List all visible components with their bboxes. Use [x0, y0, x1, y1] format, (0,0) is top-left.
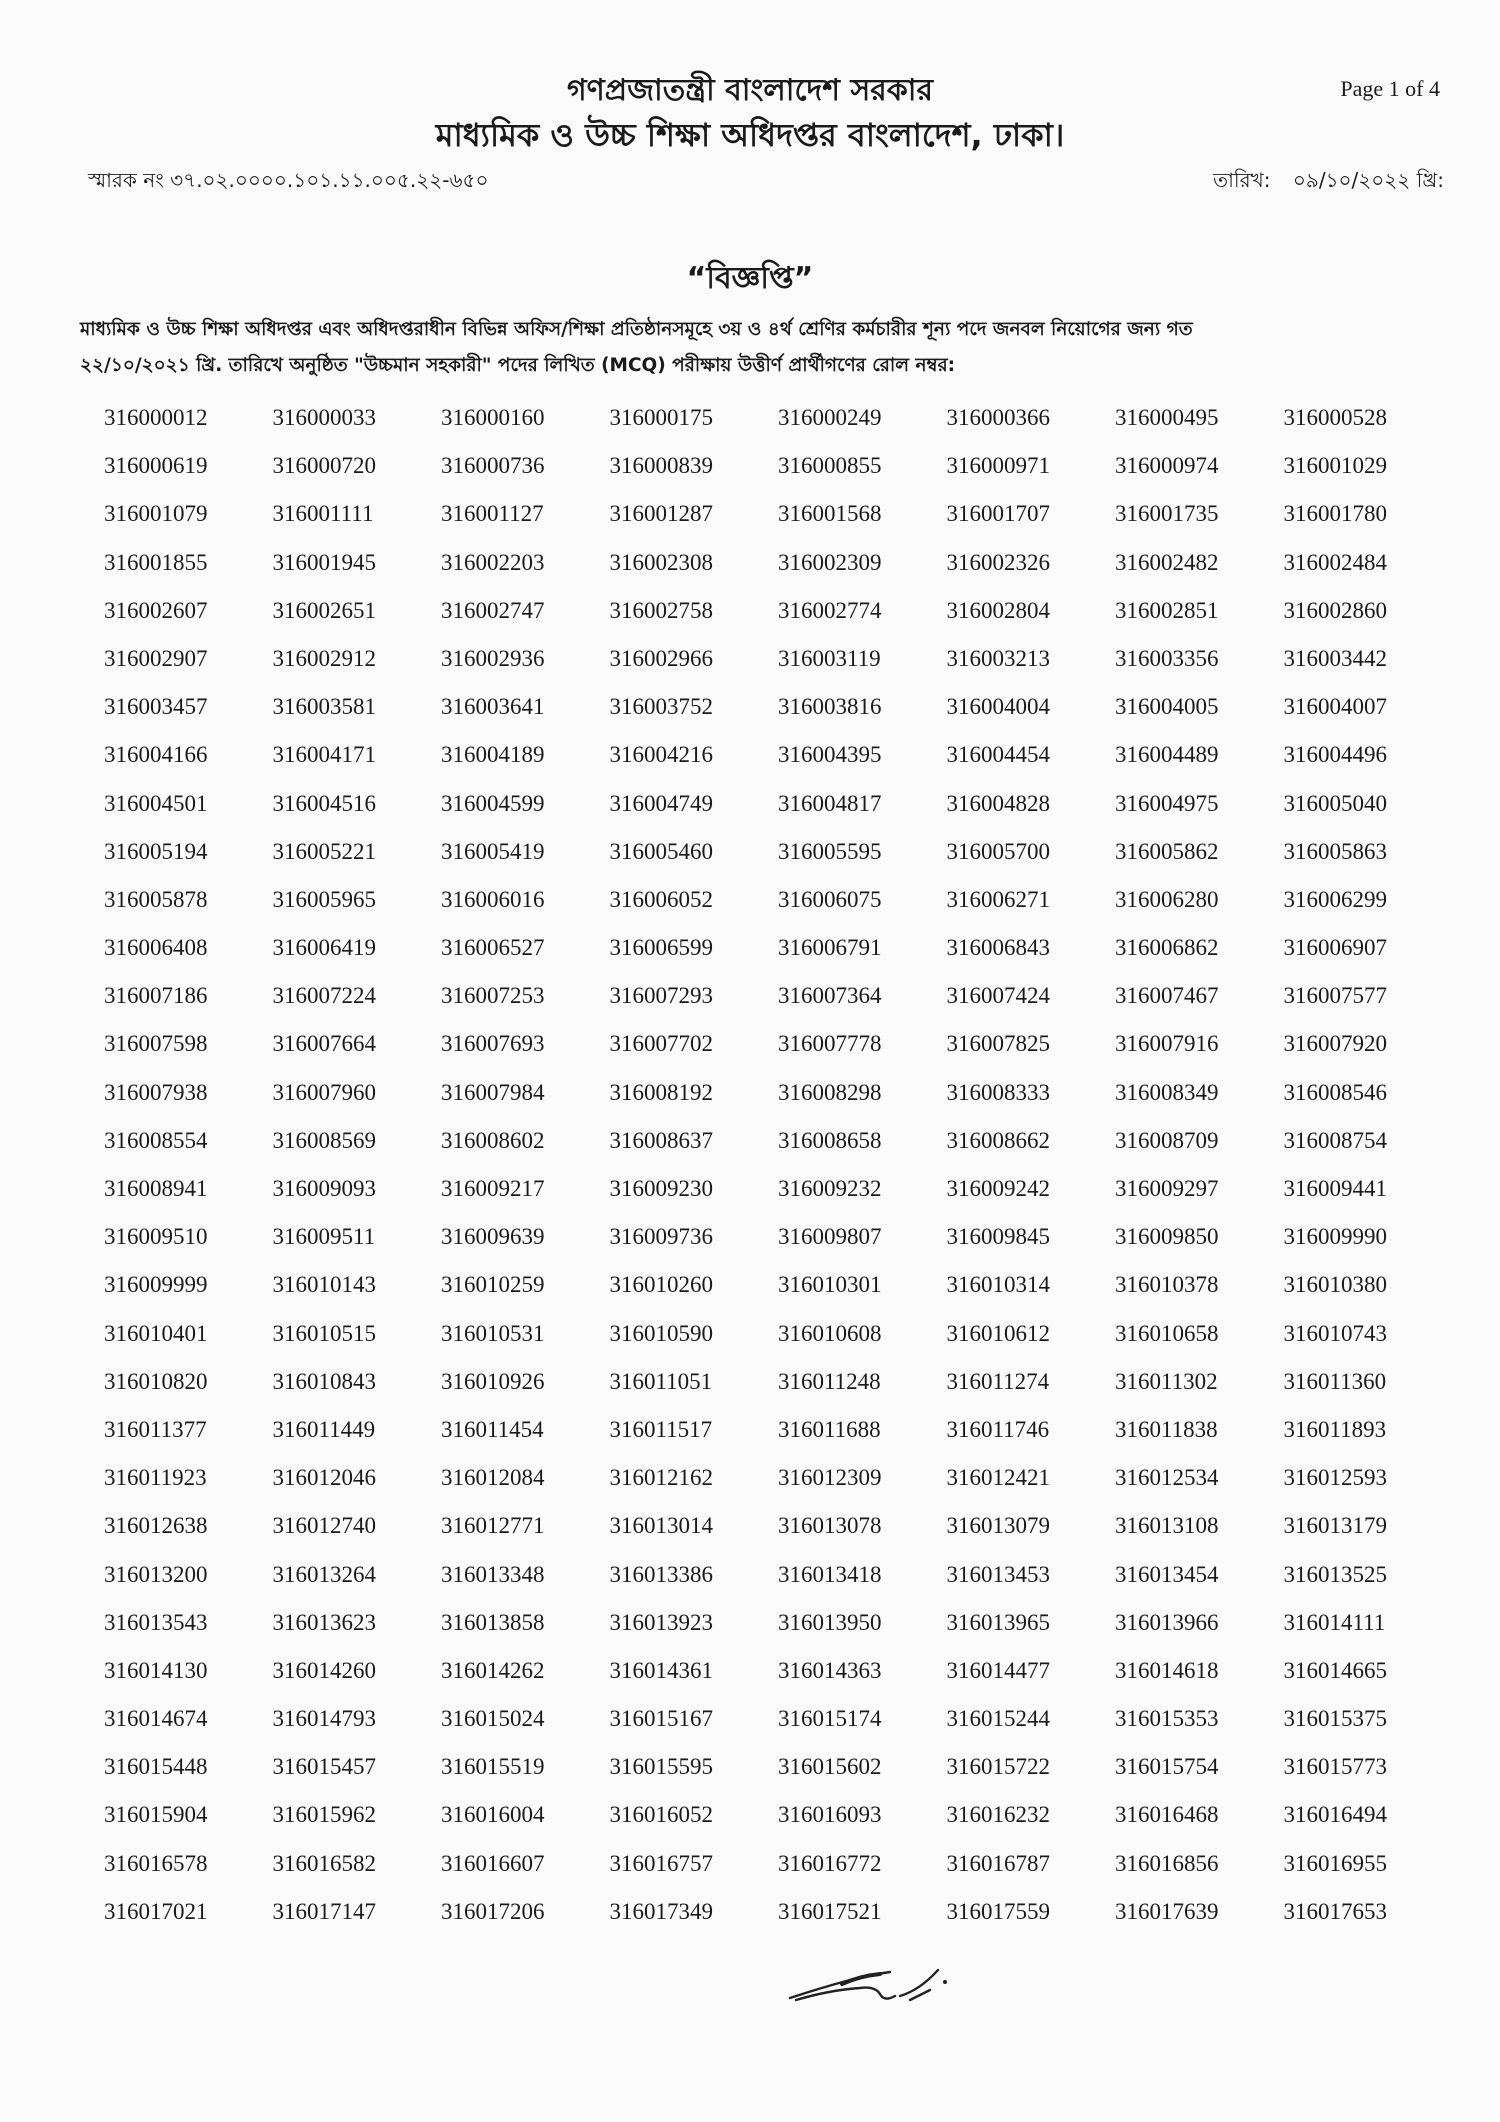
roll-number-cell: 316012421 — [946, 1465, 1050, 1491]
roll-number-cell: 316003752 — [609, 694, 713, 720]
roll-number-cell: 316010843 — [272, 1368, 376, 1394]
roll-number-cell: 316008709 — [1115, 1127, 1219, 1153]
date-block — [1213, 166, 1444, 199]
roll-number-cell: 316011746 — [946, 1416, 1050, 1442]
roll-number-cell: 316004975 — [1115, 790, 1219, 816]
roll-number-cell: 316007984 — [441, 1079, 545, 1105]
roll-number-cell: 316013966 — [1115, 1609, 1219, 1635]
roll-number-cell: 316007577 — [1283, 983, 1387, 1009]
roll-number-cell: 316000839 — [609, 453, 713, 479]
roll-number-cell: 316017639 — [1115, 1898, 1219, 1924]
roll-number-cell: 316005221 — [272, 838, 376, 864]
roll-number-cell: 316004749 — [609, 790, 713, 816]
notice-intro — [80, 312, 1450, 384]
roll-number-cell: 316012046 — [272, 1465, 376, 1491]
roll-number-cell: 316013453 — [946, 1561, 1050, 1587]
roll-number-cell: 316010314 — [946, 1272, 1050, 1298]
roll-number-cell: 316002907 — [104, 645, 208, 671]
roll-number-cell: 316000971 — [946, 453, 1050, 479]
roll-number-cell: 316016093 — [778, 1802, 882, 1828]
roll-number-cell: 316013923 — [609, 1609, 713, 1635]
roll-number-cell: 316016004 — [441, 1802, 545, 1828]
roll-number-cell: 316008554 — [104, 1127, 208, 1153]
roll-number-cell: 316015602 — [778, 1754, 882, 1780]
roll-number-cell: 316004005 — [1115, 694, 1219, 720]
roll-number-cell: 316004828 — [946, 790, 1050, 816]
roll-number-cell: 316004189 — [441, 742, 545, 768]
roll-number-cell: 316002482 — [1115, 549, 1219, 575]
roll-number-cell: 316013078 — [778, 1513, 882, 1539]
roll-number-cell: 316002326 — [946, 549, 1050, 575]
roll-number-cell: 316006016 — [441, 886, 545, 912]
roll-number-cell: 316007224 — [272, 983, 376, 1009]
roll-number-cell: 316013348 — [441, 1561, 545, 1587]
roll-number-cell: 316015722 — [946, 1754, 1050, 1780]
roll-number-cell: 316001127 — [441, 501, 544, 527]
roll-number-cell: 316012593 — [1283, 1465, 1387, 1491]
roll-number-cell: 316015167 — [609, 1706, 713, 1732]
roll-number-cell: 316004489 — [1115, 742, 1219, 768]
roll-number-cell: 316001079 — [104, 501, 208, 527]
roll-number-cell: 316006408 — [104, 935, 208, 961]
roll-number-cell: 316001568 — [778, 501, 882, 527]
roll-number-cell: 316010531 — [441, 1320, 545, 1346]
roll-number-cell: 316016955 — [1283, 1850, 1387, 1876]
roll-number-cell: 316014361 — [609, 1657, 713, 1683]
roll-number-cell: 316005595 — [778, 838, 882, 864]
roll-number-cell: 316015519 — [441, 1754, 545, 1780]
roll-number-cell: 316011923 — [104, 1465, 207, 1491]
roll-number-cell: 316006599 — [609, 935, 713, 961]
roll-number-cell: 316011893 — [1283, 1416, 1387, 1442]
roll-number-cell: 316007916 — [1115, 1031, 1219, 1057]
roll-number-cell: 316007664 — [272, 1031, 376, 1057]
roll-number-cell: 316005419 — [441, 838, 545, 864]
roll-number-cell: 316015754 — [1115, 1754, 1219, 1780]
roll-number-cell: 316016757 — [609, 1850, 713, 1876]
roll-number-cell: 316008754 — [1283, 1127, 1387, 1153]
roll-number-cell: 316001855 — [104, 549, 208, 575]
roll-number-cell: 316001029 — [1283, 453, 1387, 479]
roll-number-cell: 316008546 — [1283, 1079, 1387, 1105]
notice-title: “বিজ্ঞপ্তি” — [686, 261, 814, 296]
roll-number-cell: 316014111 — [1283, 1609, 1386, 1635]
roll-number-cell: 316004395 — [778, 742, 882, 768]
roll-number-cell: 316002758 — [609, 597, 713, 623]
roll-number-cell: 316016582 — [272, 1850, 376, 1876]
roll-number-cell: 316015375 — [1283, 1706, 1387, 1732]
roll-number-cell: 316000366 — [946, 405, 1050, 430]
roll-number-cell: 316004004 — [946, 694, 1050, 720]
roll-number-cell: 316014674 — [104, 1706, 208, 1732]
roll-number-cell: 316000249 — [778, 405, 882, 430]
roll-number-cell: 316010143 — [272, 1272, 376, 1298]
roll-number-cell: 316014363 — [778, 1657, 882, 1683]
roll-number-cell: 316003442 — [1283, 645, 1387, 671]
roll-number-cell: 316017559 — [946, 1898, 1050, 1924]
roll-number-cell: 316002774 — [778, 597, 882, 623]
roll-number-cell: 316010260 — [609, 1272, 713, 1298]
roll-number-cell: 316014793 — [272, 1706, 376, 1732]
roll-number-cell: 316013623 — [272, 1609, 376, 1635]
roll-number-cell: 316005700 — [946, 838, 1050, 864]
roll-number-cell: 316005965 — [272, 886, 376, 912]
roll-number-cell: 316007598 — [104, 1031, 208, 1057]
roll-number-cell: 316017349 — [609, 1898, 713, 1924]
roll-number-cell: 316000855 — [778, 453, 882, 479]
roll-number-cell: 316009230 — [609, 1176, 713, 1201]
roll-number-cell: 316005862 — [1115, 838, 1219, 864]
roll-number-cell: 316002308 — [609, 549, 713, 575]
roll-number-cell: 316004216 — [609, 742, 713, 768]
roll-number-cell: 316000736 — [441, 453, 545, 479]
roll-number-cell: 316013454 — [1115, 1561, 1219, 1587]
roll-number-cell: 316001780 — [1283, 501, 1387, 527]
department-title: মাধ্যমিক ও উচ্চ শিক্ষা অধিদপ্তর বাংলাদেশ, ঢাকা। — [435, 116, 1065, 154]
roll-number-cell: 316013079 — [946, 1513, 1050, 1539]
roll-number-cell: 316011360 — [1283, 1368, 1387, 1394]
roll-number-cell: 316012162 — [609, 1465, 713, 1491]
roll-number-cell: 316009441 — [1283, 1176, 1387, 1201]
roll-number-cell: 316004007 — [1283, 694, 1387, 720]
roll-number-cell: 316000012 — [104, 405, 208, 430]
intro-line-2: ২২/১০/২০২১ খ্রি. তারিখে অনুষ্ঠিত "উচ্চমান সহকারী" পদের লিখিত (MCQ) পরীক্ষায় উত্তীর্ণ প্রার্থীগণের রোল নম্বর: — [80, 355, 956, 376]
roll-number-cell: 316009232 — [778, 1176, 882, 1201]
roll-number-cell: 316012309 — [778, 1465, 882, 1491]
roll-number-cell: 316016232 — [946, 1802, 1050, 1828]
roll-number-cell: 316009999 — [104, 1272, 208, 1298]
roll-number-cell: 316010612 — [946, 1320, 1050, 1346]
roll-number-cell: 316016052 — [609, 1802, 713, 1828]
roll-number-cell: 316016607 — [441, 1850, 545, 1876]
roll-number-cell: 316010301 — [778, 1272, 882, 1298]
roll-number-cell: 316009510 — [104, 1224, 208, 1250]
roll-number-cell: 316007693 — [441, 1031, 545, 1057]
roll-number-cell: 316011248 — [778, 1368, 881, 1394]
roll-number-cell: 316000175 — [609, 405, 713, 430]
roll-number-cell: 316011302 — [1115, 1368, 1218, 1394]
roll-number-cell: 316014262 — [441, 1657, 545, 1683]
roll-number-cell: 316013200 — [104, 1561, 208, 1587]
roll-number-cell: 316013108 — [1115, 1513, 1219, 1539]
roll-number-cell: 316007467 — [1115, 983, 1219, 1009]
roll-number-cell: 316004817 — [778, 790, 882, 816]
roll-number-cell: 316010401 — [104, 1320, 208, 1346]
roll-number-cell: 316010380 — [1283, 1272, 1387, 1298]
roll-number-cell: 316014477 — [946, 1657, 1050, 1683]
roll-number-cell: 316008662 — [946, 1127, 1050, 1153]
roll-number-cell: 316012638 — [104, 1513, 208, 1539]
roll-number-cell: 316013264 — [272, 1561, 376, 1587]
roll-number-cell: 316012771 — [441, 1513, 545, 1539]
roll-number-cell: 316004166 — [104, 742, 208, 768]
roll-number-cell: 316015595 — [609, 1754, 713, 1780]
roll-number-cell: 316017521 — [778, 1898, 882, 1924]
roll-number-cell: 316002484 — [1283, 549, 1387, 575]
roll-number-cell: 316005040 — [1283, 790, 1387, 816]
roll-number-cell: 316002860 — [1283, 597, 1387, 623]
intro-line-1: মাধ্যমিক ও উচ্চ শিক্ষা অধিদপ্তর এবং অধিদপ্তরাধীন বিভিন্ন অফিস/শিক্ষা প্রতিষ্ঠানসমূহে ৩য় ও ৪র্থ শ্রেণির কর্মচারীর শূন্য পদে জনবল নিয়োগের জন্য গত — [80, 319, 1193, 340]
roll-number-cell: 316016772 — [778, 1850, 882, 1876]
roll-number-cell: 316003457 — [104, 694, 208, 720]
roll-number-cell: 316007920 — [1283, 1031, 1387, 1057]
roll-number-cell: 316015962 — [272, 1802, 376, 1828]
roll-number-cell: 316000974 — [1115, 453, 1219, 479]
roll-number-cell: 316002309 — [778, 549, 882, 575]
roll-number-cell: 316016787 — [946, 1850, 1050, 1876]
roll-number-cell: 316002607 — [104, 597, 208, 623]
roll-number-cell: 316000033 — [272, 405, 376, 430]
roll-number-cell: 316013014 — [609, 1513, 713, 1539]
roll-number-cell: 316009639 — [441, 1224, 545, 1250]
roll-number-cell: 316006907 — [1283, 935, 1387, 961]
roll-number-grid — [104, 403, 1452, 1945]
roll-number-cell: 316013950 — [778, 1609, 882, 1635]
roll-number-cell: 316006052 — [609, 886, 713, 912]
roll-number-cell: 316007424 — [946, 983, 1050, 1009]
roll-number-cell: 316008941 — [104, 1176, 208, 1201]
roll-number-cell: 316007778 — [778, 1031, 882, 1057]
roll-number-cell: 316008333 — [946, 1079, 1050, 1105]
roll-number-cell: 316014260 — [272, 1657, 376, 1683]
roll-number-cell: 316009297 — [1115, 1176, 1219, 1201]
roll-number-cell: 316015457 — [272, 1754, 376, 1780]
roll-number-cell: 316009511 — [272, 1224, 376, 1250]
date-value: ০৯/১০/২০২২ খ্রি: — [1292, 168, 1444, 192]
roll-number-cell: 316013858 — [441, 1609, 545, 1635]
roll-number-cell: 316001111 — [272, 501, 374, 527]
roll-number-cell: 316003641 — [441, 694, 545, 720]
roll-number-cell: 316000528 — [1283, 405, 1387, 430]
roll-number-cell: 316005878 — [104, 886, 208, 912]
roll-number-cell: 316011449 — [272, 1416, 376, 1442]
roll-number-cell: 316006280 — [1115, 886, 1219, 912]
government-title: গণপ্রজাতন্ত্রী বাংলাদেশ সরকার — [567, 73, 933, 108]
roll-number-cell: 316000720 — [272, 453, 376, 479]
roll-number-cell: 316004516 — [272, 790, 376, 816]
roll-number-cell: 316015448 — [104, 1754, 208, 1780]
roll-number-cell: 316009736 — [609, 1224, 713, 1250]
roll-number-cell: 316002936 — [441, 645, 545, 671]
roll-number-cell: 316008602 — [441, 1127, 545, 1153]
roll-number-cell: 316001735 — [1115, 501, 1219, 527]
roll-number-cell: 316003581 — [272, 694, 376, 720]
roll-number-cell: 316011688 — [778, 1416, 881, 1442]
roll-number-cell: 316010515 — [272, 1320, 376, 1346]
roll-number-cell: 316007364 — [778, 983, 882, 1009]
roll-number-cell: 316002747 — [441, 597, 545, 623]
roll-number-cell: 316016578 — [104, 1850, 208, 1876]
roll-number-cell: 316005194 — [104, 838, 208, 864]
roll-number-cell: 316014665 — [1283, 1657, 1387, 1683]
roll-number-cell: 316000160 — [441, 405, 545, 430]
roll-number-cell: 316001287 — [609, 501, 713, 527]
roll-number-cell: 316006791 — [778, 935, 882, 961]
roll-number-cell: 316009845 — [946, 1224, 1050, 1250]
roll-number-cell: 316012740 — [272, 1513, 376, 1539]
memo-number: স্মারক নং ৩৭.০২.০০০০.১০১.১১.০০৫.২২-৬৫০ — [88, 168, 489, 192]
roll-number-cell: 316010743 — [1283, 1320, 1387, 1346]
roll-number-cell: 316004454 — [946, 742, 1050, 768]
roll-number-cell: 316017206 — [441, 1898, 545, 1924]
roll-number-cell: 316003816 — [778, 694, 882, 720]
roll-number-cell: 316010590 — [609, 1320, 713, 1346]
roll-number-cell: 316009242 — [946, 1176, 1050, 1201]
roll-number-cell: 316012534 — [1115, 1465, 1219, 1491]
roll-number-cell: 316001945 — [272, 549, 376, 575]
roll-number-cell: 316003213 — [946, 645, 1050, 671]
roll-number-cell: 316000619 — [104, 453, 208, 479]
date-label: তারিখ: — [1213, 168, 1271, 192]
roll-number-cell: 316016856 — [1115, 1850, 1219, 1876]
roll-number-cell: 316008569 — [272, 1127, 376, 1153]
roll-number-cell: 316009217 — [441, 1176, 545, 1201]
roll-number-cell: 316008192 — [609, 1079, 713, 1105]
roll-number-cell: 316002851 — [1115, 597, 1219, 623]
roll-number-cell: 316002203 — [441, 549, 545, 575]
roll-number-cell: 316002804 — [946, 597, 1050, 623]
roll-number-cell: 316000495 — [1115, 405, 1219, 430]
roll-number-cell: 316012084 — [441, 1465, 545, 1491]
roll-number-cell: 316013543 — [104, 1609, 208, 1635]
roll-number-cell: 316008349 — [1115, 1079, 1219, 1105]
roll-number-cell: 316007960 — [272, 1079, 376, 1105]
roll-number-cell: 316011517 — [609, 1416, 713, 1442]
roll-number-cell: 316013386 — [609, 1561, 713, 1587]
roll-number-cell: 316007825 — [946, 1031, 1050, 1057]
roll-number-cell: 316004501 — [104, 790, 208, 816]
roll-number-cell: 316007702 — [609, 1031, 713, 1057]
roll-number-cell: 316015353 — [1115, 1706, 1219, 1732]
roll-number-cell: 316008658 — [778, 1127, 882, 1153]
roll-number-cell: 316011454 — [441, 1416, 544, 1442]
roll-number-cell: 316016468 — [1115, 1802, 1219, 1828]
roll-number-cell: 316001707 — [946, 501, 1050, 527]
roll-number-cell: 316014618 — [1115, 1657, 1219, 1683]
roll-number-cell: 316006075 — [778, 886, 882, 912]
roll-number-cell: 316006271 — [946, 886, 1050, 912]
roll-number-cell: 316002966 — [609, 645, 713, 671]
roll-number-cell: 316004496 — [1283, 742, 1387, 768]
roll-number-cell: 316008298 — [778, 1079, 882, 1105]
roll-number-cell: 316004599 — [441, 790, 545, 816]
roll-number-cell: 316005460 — [609, 838, 713, 864]
roll-number-cell: 316007293 — [609, 983, 713, 1009]
roll-number-cell: 316002651 — [272, 597, 376, 623]
roll-number-cell: 316008637 — [609, 1127, 713, 1153]
roll-number-cell: 316010259 — [441, 1272, 545, 1298]
roll-number-cell: 316002912 — [272, 645, 376, 671]
roll-number-cell: 316013179 — [1283, 1513, 1387, 1539]
roll-number-cell: 316011838 — [1115, 1416, 1218, 1442]
roll-number-cell: 316007186 — [104, 983, 208, 1009]
roll-number-cell: 316015773 — [1283, 1754, 1387, 1780]
roll-number-cell: 316006419 — [272, 935, 376, 961]
roll-number-cell: 316013418 — [778, 1561, 882, 1587]
roll-number-cell: 316004171 — [272, 742, 376, 768]
roll-number-cell: 316017653 — [1283, 1898, 1387, 1924]
roll-number-cell: 316006843 — [946, 935, 1050, 961]
roll-number-cell: 316015174 — [778, 1706, 882, 1732]
roll-number-cell: 316006527 — [441, 935, 545, 961]
roll-number-cell: 316009807 — [778, 1224, 882, 1250]
roll-number-cell: 316003356 — [1115, 645, 1219, 671]
roll-number-cell: 316010926 — [441, 1368, 545, 1394]
roll-number-cell: 316011051 — [609, 1368, 713, 1394]
roll-number-cell: 316006299 — [1283, 886, 1387, 912]
roll-number-cell: 316015244 — [946, 1706, 1050, 1732]
roll-number-cell: 316007938 — [104, 1079, 208, 1105]
roll-number-cell: 316014130 — [104, 1657, 208, 1683]
roll-number-cell: 316011274 — [946, 1368, 1050, 1394]
roll-number-cell: 316013965 — [946, 1609, 1050, 1635]
roll-number-cell: 316005863 — [1283, 838, 1387, 864]
roll-number-cell: 316003119 — [778, 645, 881, 671]
roll-number-cell: 316011377 — [104, 1416, 207, 1442]
roll-number-cell: 316017147 — [272, 1898, 376, 1924]
roll-number-cell: 316009093 — [272, 1176, 376, 1201]
roll-number-cell: 316017021 — [104, 1898, 208, 1924]
roll-number-cell: 316010608 — [778, 1320, 882, 1346]
roll-number-cell: 316016494 — [1283, 1802, 1387, 1828]
roll-number-cell: 316009990 — [1283, 1224, 1387, 1250]
roll-number-cell: 316007253 — [441, 983, 545, 1009]
roll-number-cell: 316006862 — [1115, 935, 1219, 961]
roll-number-cell: 316009850 — [1115, 1224, 1219, 1250]
roll-number-cell: 316013525 — [1283, 1561, 1387, 1587]
page-indicator: Page 1 of 4 — [1340, 76, 1440, 101]
roll-number-cell: 316015024 — [441, 1706, 545, 1732]
roll-number-cell: 316010820 — [104, 1368, 208, 1394]
roll-number-cell: 316015904 — [104, 1802, 208, 1828]
roll-number-cell: 316010658 — [1115, 1320, 1219, 1346]
roll-number-cell: 316010378 — [1115, 1272, 1219, 1298]
signature-icon — [780, 1950, 960, 2010]
